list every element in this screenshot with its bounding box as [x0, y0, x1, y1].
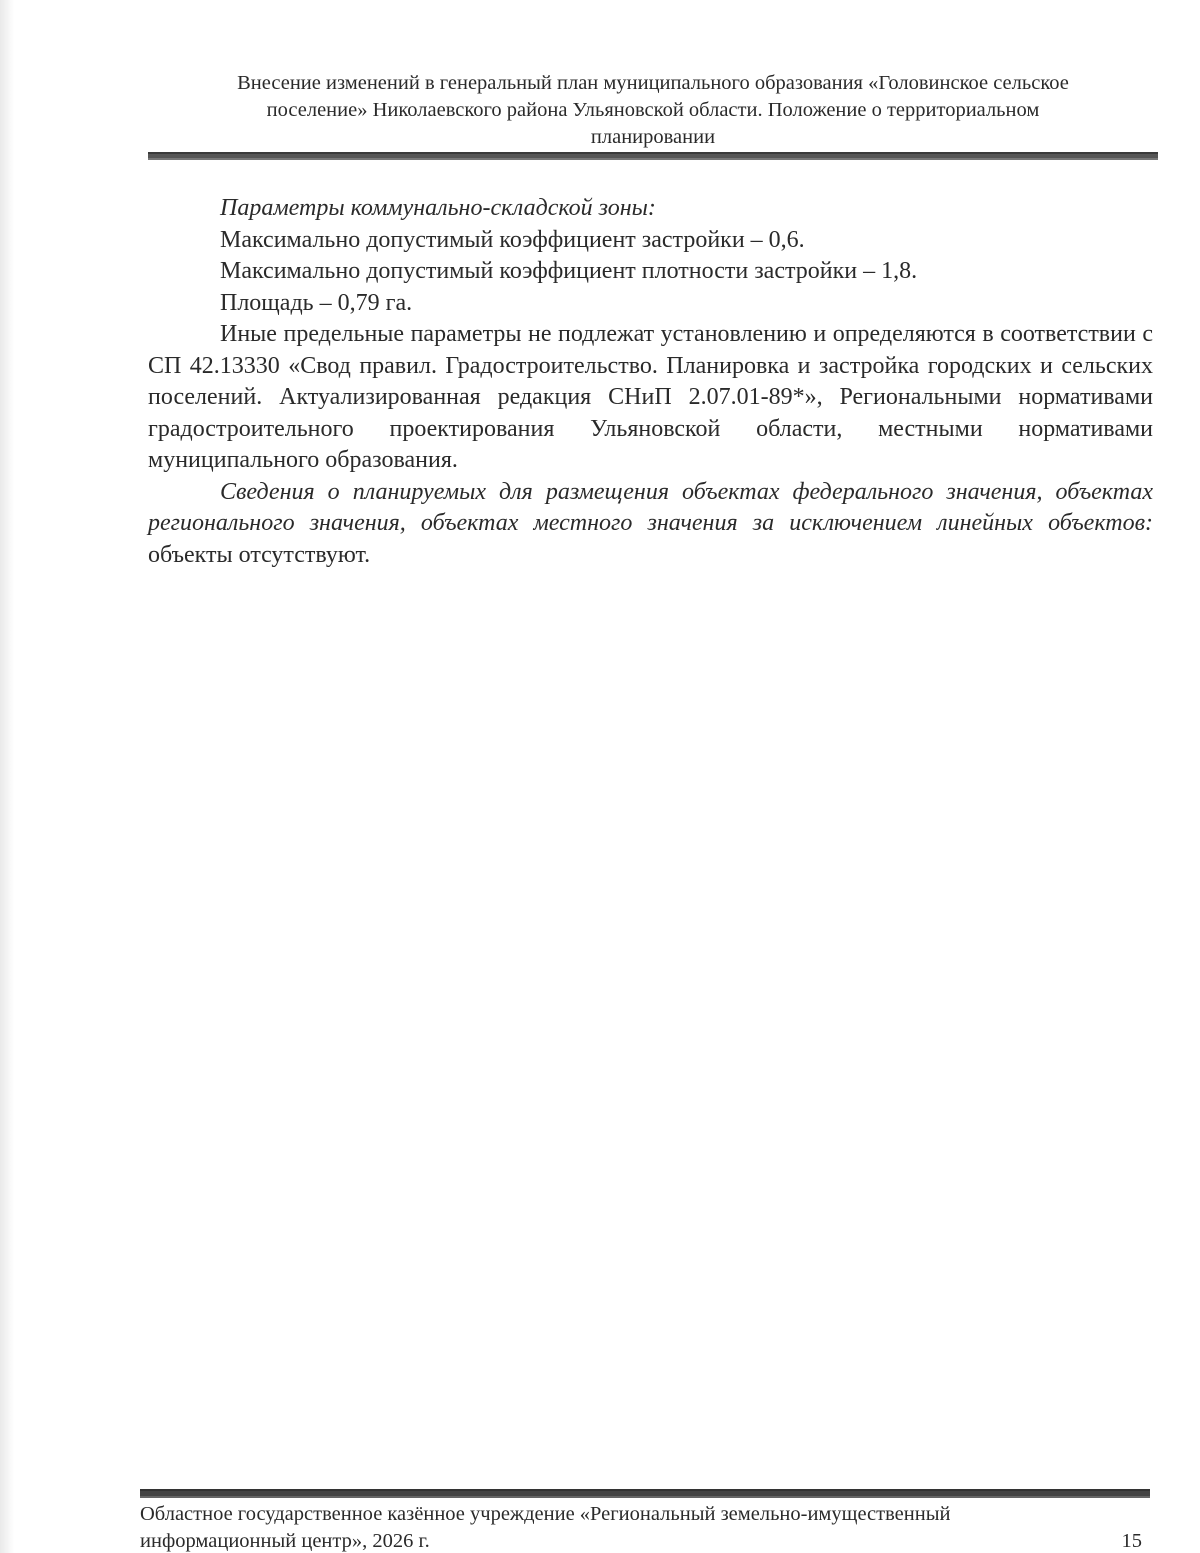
header-line-1: Внесение изменений в генеральный план муниципального образования «Головинское сельское [237, 72, 1069, 94]
footer-rule [140, 1489, 1150, 1498]
document-body [148, 193, 1153, 571]
coef-density: Максимально допустимый коэффициент плотности застройки – 1,8. [220, 258, 918, 284]
page-header [148, 70, 1158, 151]
objects-heading: Сведения о планируемых для размещения объектах федерального значения, объектах регионального значения, объектах местного значения за исключением линейных объектов: [148, 478, 1153, 536]
header-rule [148, 152, 1158, 160]
header-line-3: планировании [590, 126, 716, 148]
params-heading: Параметры коммунально-складской зоны: [220, 195, 656, 221]
objects-paragraph [148, 477, 1153, 572]
header-line-2: поселение» Николаевского района Ульяновской области. Положение о территориальном [266, 99, 1040, 121]
objects-value: объекты отсутствуют. [148, 541, 371, 568]
page-footer [140, 1501, 1150, 1553]
scan-edge [0, 0, 14, 1553]
other-params: Иные предельные параметры не подлежат установлению и определяются в соответствии с СП 42.13330 «Свод правил. Градостроительство. Планировка и застройка городских и сельских поселений. Актуализированная редакция СНиП 2.07.01-89*», Региональными нормативами градостроительного проектирования Ульяновской области, местными нормативами муниципального образования. [148, 321, 1153, 473]
footer-line-2: информационный центр», 2026 г. [140, 1530, 430, 1552]
page-number: 15 [1121, 1530, 1142, 1552]
coef-built: Максимально допустимый коэффициент застройки – 0,6. [220, 226, 805, 253]
footer-line-1: Областное государственное казённое учреждение «Региональный земельно-имущественный [140, 1503, 951, 1525]
area: Площадь – 0,79 га. [220, 289, 413, 316]
